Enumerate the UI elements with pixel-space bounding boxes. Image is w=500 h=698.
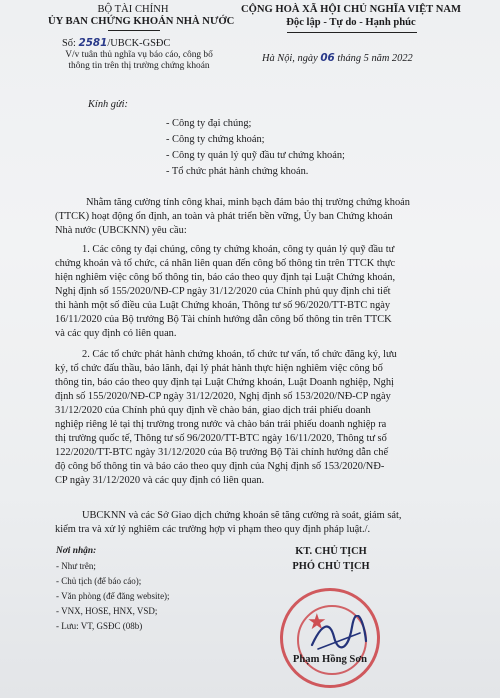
number-handwritten: 2581 bbox=[78, 37, 108, 49]
place-date bbox=[262, 52, 413, 64]
date-prefix: Hà Nội, ngày bbox=[262, 53, 321, 64]
seal-star-icon: ★ bbox=[307, 609, 327, 634]
handwritten-signature bbox=[308, 615, 370, 655]
body-line: CP ngày 31/12/2020 và các quy định có liên quan. bbox=[55, 475, 265, 486]
recipient-2: - Công ty chứng khoán; bbox=[166, 134, 265, 145]
national-title: CỘNG HOÀ XÃ HỘI CHỦ NGHĨA VIỆT NAM bbox=[240, 4, 462, 15]
body-line: 16/11/2020 của Bộ trưởng Bộ Tài chính hướng dẫn công bố thông tin trên TTCK bbox=[55, 314, 392, 325]
body-line: nghiệp riêng lẻ tại thị trường trong nước và chào bán trái phiếu doanh nghiệp ra bbox=[55, 419, 387, 430]
agency-name: ỦY BAN CHỨNG KHOÁN NHÀ NƯỚC bbox=[48, 16, 235, 27]
body-line: kiểm tra và xử lý nghiêm các trường hợp vi phạm theo quy định pháp luật./. bbox=[55, 524, 371, 535]
agency-underline bbox=[108, 30, 160, 31]
signer-name: Phạm Hồng Sơn bbox=[292, 654, 368, 665]
signer-role-2: PHÓ CHỦ TỊCH bbox=[292, 561, 370, 572]
date-suffix: tháng 5 năm 2022 bbox=[334, 53, 413, 64]
body-line: Nhà nước (UBCKNN) yêu cầu: bbox=[55, 225, 187, 236]
receivers-heading: Nơi nhận: bbox=[56, 546, 97, 556]
receiver-item: - Văn phòng (để đăng website); bbox=[56, 591, 170, 601]
recipient-1: - Công ty đại chúng; bbox=[166, 118, 252, 129]
body-line: 122/2020/TT-BTC ngày 31/12/2020 của Bộ trưởng Bộ Tài chính hướng dẫn chế bbox=[55, 447, 389, 458]
body-line: 1. Các công ty đại chúng, công ty chứng khoán, công ty quản lý quỹ đầu tư bbox=[82, 244, 395, 255]
body-line: chứng khoán và tổ chức, cá nhân liên quan đến công bố thông tin trên TTCK thực bbox=[55, 258, 396, 269]
date-day: 06 bbox=[320, 52, 335, 64]
body-line: 2. Các tổ chức phát hành chứng khoán, tổ chức tư vấn, tổ chức đăng ký, lưu bbox=[82, 349, 397, 360]
body-line: thông tin, báo cáo theo quy định tại Luật Chứng khoán, Luật Doanh nghiệp, Nghị bbox=[55, 377, 394, 388]
body-line: thị trường quốc tế, Thông tư số 96/2020/TT-BTC ngày 16/11/2020, Thông tư số bbox=[55, 433, 387, 444]
document-number bbox=[62, 37, 170, 49]
recipient-4: - Tổ chức phát hành chứng khoán. bbox=[166, 166, 309, 177]
body-line: và các quy định có liên quan. bbox=[55, 328, 177, 339]
body-line: (TTCK) hoạt động ổn định, an toàn và phát triển bền vững, Ủy ban Chứng khoán bbox=[55, 211, 393, 222]
body-line: định số 155/2020/NĐ-CP ngày 31/12/2020, Nghị định số 153/2020/NĐ-CP ngày bbox=[55, 391, 391, 402]
motto-underline bbox=[287, 32, 417, 33]
body-line: hiện nghiêm việc công bố thông tin, báo cáo theo quy định tại Luật Chứng khoán, bbox=[55, 272, 396, 283]
motto: Độc lập - Tự do - Hạnh phúc bbox=[286, 17, 416, 28]
subject-line-1: V/v tuân thủ nghĩa vụ báo cáo, công bố bbox=[65, 50, 213, 60]
receiver-item: - Như trên; bbox=[56, 561, 96, 571]
number-suffix: /UBCK-GSĐC bbox=[107, 38, 171, 49]
ministry-name: BỘ TÀI CHÍNH bbox=[97, 4, 169, 15]
body-line: UBCKNN và các Sở Giao dịch chứng khoán sẽ tăng cường rà soát, giám sát, bbox=[82, 510, 402, 521]
receiver-item: - VNX, HOSE, HNX, VSD; bbox=[56, 606, 158, 616]
body-line: độ công bố thông tin và báo cáo theo quy định của Nghị định số 153/2020/NĐ- bbox=[55, 461, 385, 472]
receiver-item: - Chủ tịch (để báo cáo); bbox=[56, 576, 142, 586]
body-line: Nhằm tăng cường tính công khai, minh bạch đảm bảo thị trường chứng khoán bbox=[86, 197, 410, 208]
signer-role-1: KT. CHỦ TỊCH bbox=[295, 546, 367, 557]
number-prefix: Số: bbox=[62, 38, 79, 49]
body-line: Nghị định số 155/2020/NĐ-CP ngày 31/12/2020 của Chính phủ quy định chi tiết bbox=[55, 286, 391, 297]
receiver-item: - Lưu: VT, GSĐC (08b) bbox=[56, 621, 143, 631]
salutation: Kính gửi: bbox=[88, 99, 129, 110]
subject-line-2: thông tin trên thị trường chứng khoán bbox=[68, 61, 210, 71]
body-line: thi hành một số điều của Luật Chứng khoán, Thông tư số 96/2020/TT-BTC ngày bbox=[55, 300, 391, 311]
body-line: ký, tổ chức đấu thầu, bảo lãnh, đại lý phát hành thực hiện nghiêm việc công bố bbox=[55, 363, 383, 374]
body-line: 31/12/2020 của Chính phủ quy định về chào bán, giao dịch trái phiếu doanh bbox=[55, 405, 371, 416]
recipient-3: - Công ty quản lý quỹ đầu tư chứng khoán; bbox=[166, 150, 345, 161]
